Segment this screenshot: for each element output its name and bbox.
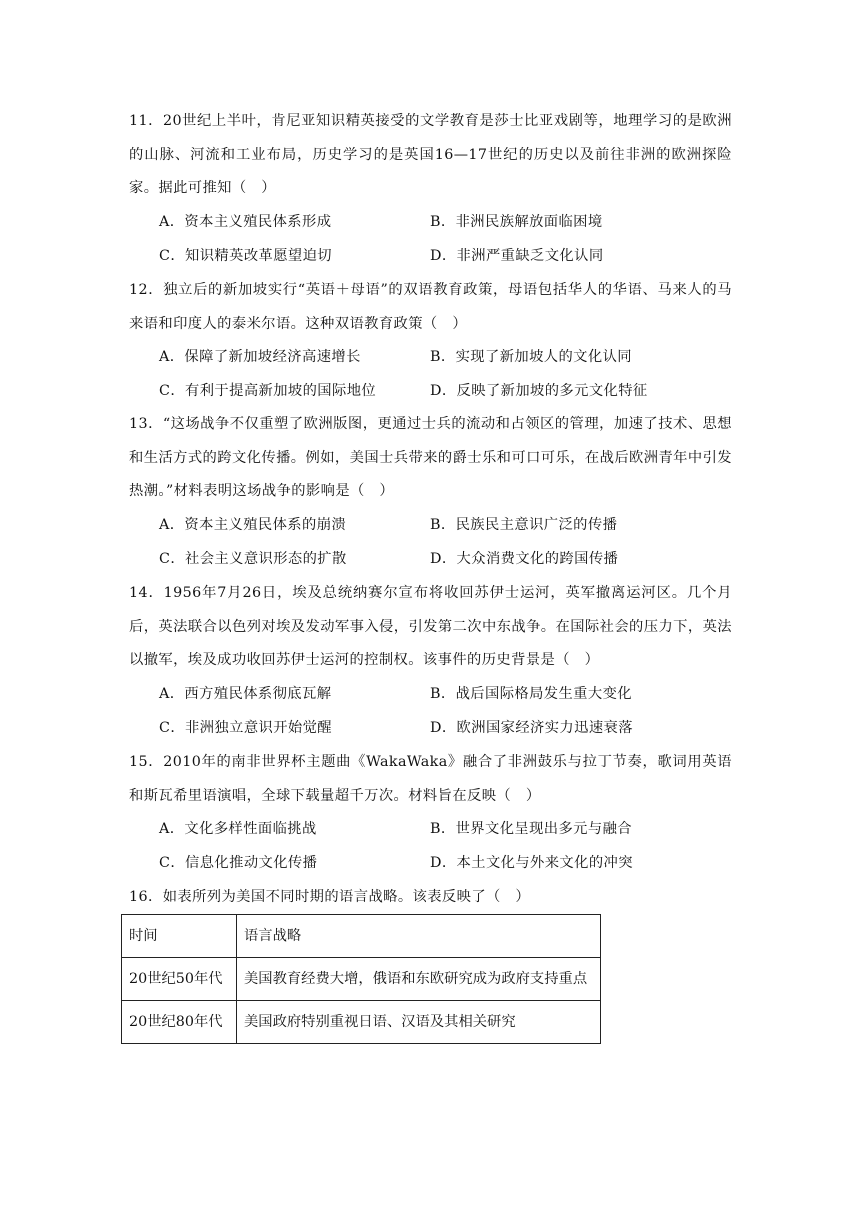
- table-cell: 美国政府特别重视日语、汉语及其相关研究: [237, 1001, 601, 1044]
- option-b: B．民族民主意识广泛的传播: [430, 517, 618, 533]
- question-11-stem: 11．20世纪上半叶，肯尼亚知识精英接受的文学教育是莎士比亚戏剧等，地理学习的是欧洲的山脉、河流和工业布局，历史学习的是英国16—17世纪的历史以及前往非洲的欧洲探险家。据此可推知（ ）: [129, 113, 732, 197]
- option-b: B．实现了新加坡人的文化认同: [430, 349, 632, 365]
- table-cell: 美国教育经费大增，俄语和东欧研究成为政府支持重点: [237, 958, 601, 1001]
- option-c: C．有利于提高新加坡的国际地位: [159, 382, 377, 399]
- question-14-options: [159, 678, 749, 745]
- table-row: [122, 958, 601, 1001]
- option-a: A．保障了新加坡经济高速增长: [159, 349, 361, 365]
- option-d: D．本土文化与外来文化的冲突: [430, 854, 633, 871]
- question-12-options: [159, 341, 749, 408]
- question-14-stem: 14．1956年7月26日，埃及总统纳赛尔宣布将收回苏伊士运河，英军撤离运河区。几个月后，英法联合以色列对埃及发动军事入侵，引发第二次中东战争。在国际社会的压力下，英法以撤军，埃及成功收回苏伊士运河的控制权。该事件的历史背景是（ ）: [129, 585, 732, 669]
- table-cell: 20世纪50年代: [122, 958, 237, 1001]
- question-11-options: [159, 206, 749, 273]
- option-a: A．文化多样性面临挑战: [159, 821, 317, 837]
- question-12-stem: 12．独立后的新加坡实行“英语＋母语”的双语教育政策，母语包括华人的华语、马来人的马来语和印度人的泰米尔语。这种双语教育政策（ ）: [129, 282, 732, 332]
- option-d: D．非洲严重缺乏文化认同: [430, 247, 604, 264]
- option-c: C．信息化推动文化传播: [159, 854, 318, 871]
- option-c: C．知识精英改革愿望迫切: [159, 247, 333, 264]
- option-a: A．西方殖民体系彻底瓦解: [159, 686, 332, 702]
- option-a: A．资本主义殖民体系的崩溃: [159, 517, 347, 533]
- table-row: [122, 1001, 601, 1044]
- table-header-row: [122, 915, 601, 958]
- option-b: B．非洲民族解放面临困境: [430, 214, 603, 230]
- option-b: B．战后国际格局发生重大变化: [430, 686, 632, 702]
- table-cell: 20世纪80年代: [122, 1001, 237, 1044]
- option-d: D．反映了新加坡的多元文化特征: [430, 382, 648, 399]
- language-strategy-table: [121, 914, 601, 1044]
- option-c: C．社会主义意识形态的扩散: [159, 550, 347, 567]
- question-15-stem: 15．2010年的南非世界杯主题曲《WakaWaka》融合了非洲鼓乐与拉丁节奏，歌词用英语和斯瓦希里语演唱，全球下载量超千万次。材料旨在反映（ ）: [129, 754, 732, 804]
- option-c: C．非洲独立意识开始觉醒: [159, 719, 333, 736]
- table-header-cell: 语言战略: [237, 915, 601, 958]
- table-header-cell: 时间: [122, 915, 237, 958]
- question-13-options: [159, 509, 749, 576]
- option-b: B．世界文化呈现出多元与融合: [430, 821, 632, 837]
- question-13-stem: 13．“这场战争不仅重塑了欧洲版图，更通过士兵的流动和占领区的管理，加速了技术、思想和生活方式的跨文化传播。例如，美国士兵带来的爵士乐和可口可乐，在战后欧洲青年中引发热潮。”材料表明这场战争的影响是（ ）: [129, 416, 732, 500]
- question-16-stem: 16．如表所列为美国不同时期的语言战略。该表反映了（ ）: [129, 889, 531, 905]
- option-d: D．欧洲国家经济实力迅速衰落: [430, 719, 633, 736]
- question-15-options: [159, 813, 749, 880]
- option-d: D．大众消费文化的跨国传播: [430, 550, 619, 567]
- option-a: A．资本主义殖民体系形成: [159, 214, 332, 230]
